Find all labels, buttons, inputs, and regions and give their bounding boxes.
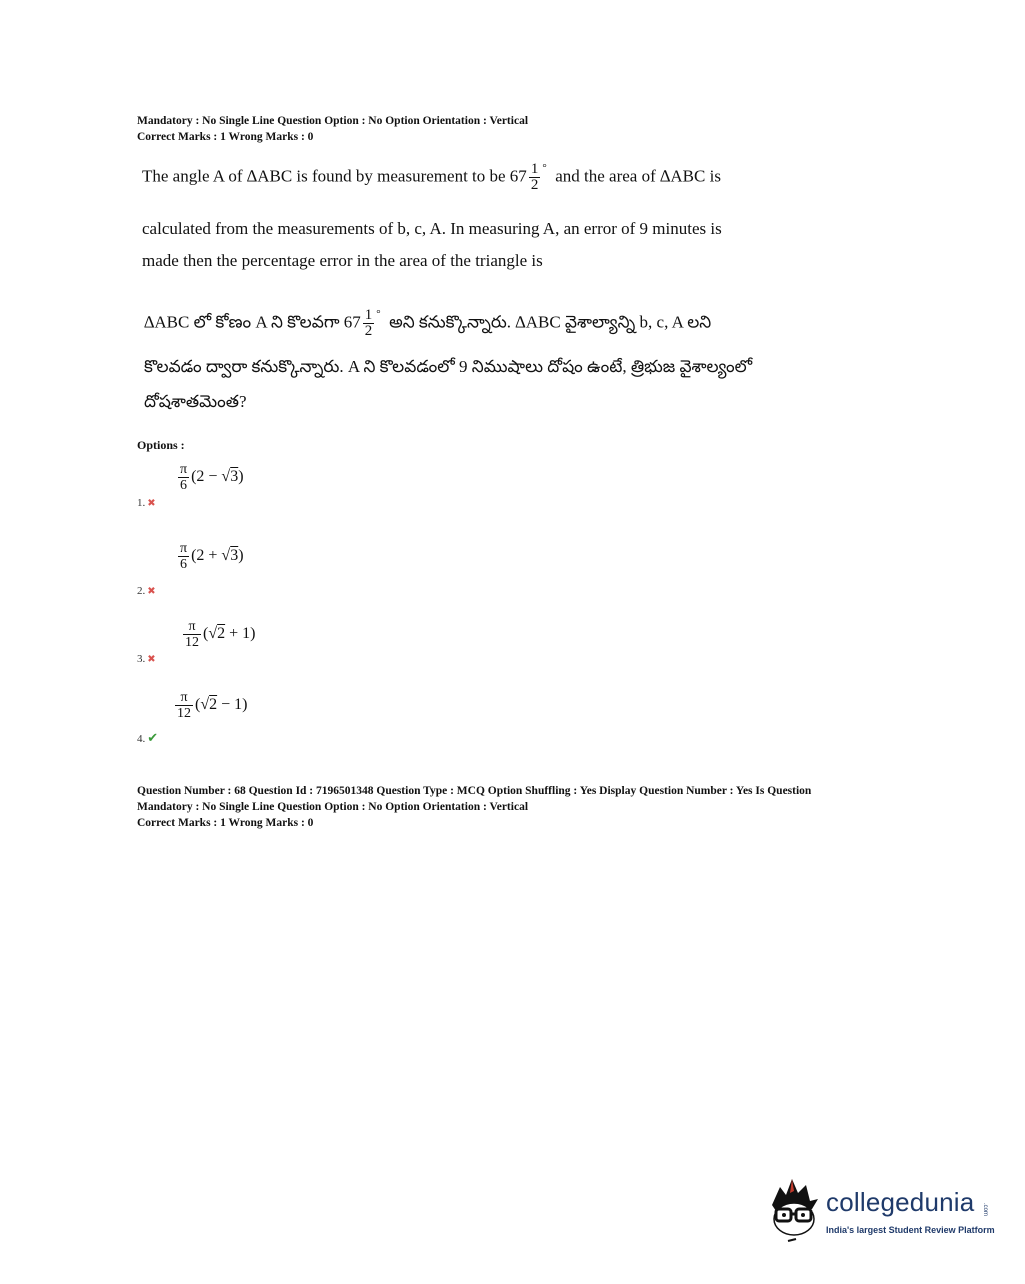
- option-1-expression: $\frac{\pi}{6}$ (2 − √3): [180, 462, 244, 493]
- question-en-line-1: The angle A of ∆ABC is found by measurement to be 67 $\frac{1}{2}$ ° and the area of ∆ABC is: [142, 161, 721, 193]
- option-3-expression: $\frac{\pi}{12}$ (√2 + 1): [185, 619, 256, 650]
- options-label: Options :: [137, 438, 185, 452]
- footer-meta-line: Question Number : 68 Question Id : 7196501348 Question Type : MCQ Option Shuffling : Yes Display Question Number : Yes Is Question: [137, 785, 812, 797]
- question-te-line-2: కొలవడం ద్వారా కనుక్కొన్నారు. A ని కొలవడంలో 9 నిముషాలు దోషం ఉంటే, త్రిభుజ వైశాల్యంలో: [144, 357, 753, 376]
- option-4-number[interactable]: 4. ✔: [137, 730, 159, 745]
- angle-fraction: $\frac{1}{2}$: [530, 161, 539, 193]
- wrong-mark-icon: ✖: [147, 654, 156, 665]
- question-en-line-3: made then the percentage error in the area of the triangle is: [142, 251, 543, 270]
- option-2-number[interactable]: 2. ✖: [137, 585, 156, 597]
- question-te-line-1: ∆ABC లో కోణం A ని కొలవగా 67 $\frac{1}{2}$ ° అని కనుక్కొన్నారు. ∆ABC వైశాల్యాన్ని b, c, A లని: [144, 307, 712, 339]
- wrong-mark-icon: ✖: [147, 498, 156, 509]
- question-en-line-2: calculated from the measurements of b, c, A. In measuring A, an error of 9 minutes is: [142, 219, 722, 238]
- footer-meta-line: Mandatory : No Single Line Question Option : No Option Orientation : Vertical: [137, 801, 529, 813]
- angle-fraction-te: $\frac{1}{2}$: [364, 307, 373, 339]
- option-4-expression: $\frac{\pi}{12}$ (√2 − 1): [177, 690, 248, 721]
- question-te-line-3: దోషశాతమెంత?: [144, 392, 247, 411]
- option-1-number[interactable]: 1. ✖: [137, 497, 156, 509]
- header-meta-line: Correct Marks : 1 Wrong Marks : 0: [137, 131, 314, 143]
- wrong-mark-icon: ✖: [147, 586, 156, 597]
- option-3-number[interactable]: 3. ✖: [137, 653, 156, 665]
- footer-meta-line: Correct Marks : 1 Wrong Marks : 0: [137, 817, 314, 829]
- footer-meta: [137, 783, 811, 831]
- header-meta-line: Mandatory : No Single Line Question Option : No Option Orientation : Vertical: [137, 115, 529, 127]
- check-mark-icon: ✔: [147, 730, 159, 745]
- logo-wordmark: collegedunia: [826, 1187, 975, 1217]
- mascot-icon: [766, 1175, 826, 1245]
- logo-suffix: .com: [982, 1203, 988, 1217]
- collegedunia-logo: [766, 1175, 996, 1245]
- header-meta: [137, 113, 528, 145]
- option-2-expression: $\frac{\pi}{6}$ (2 + √3): [180, 541, 244, 572]
- logo-tagline: India's largest Student Review Platform: [826, 1225, 995, 1235]
